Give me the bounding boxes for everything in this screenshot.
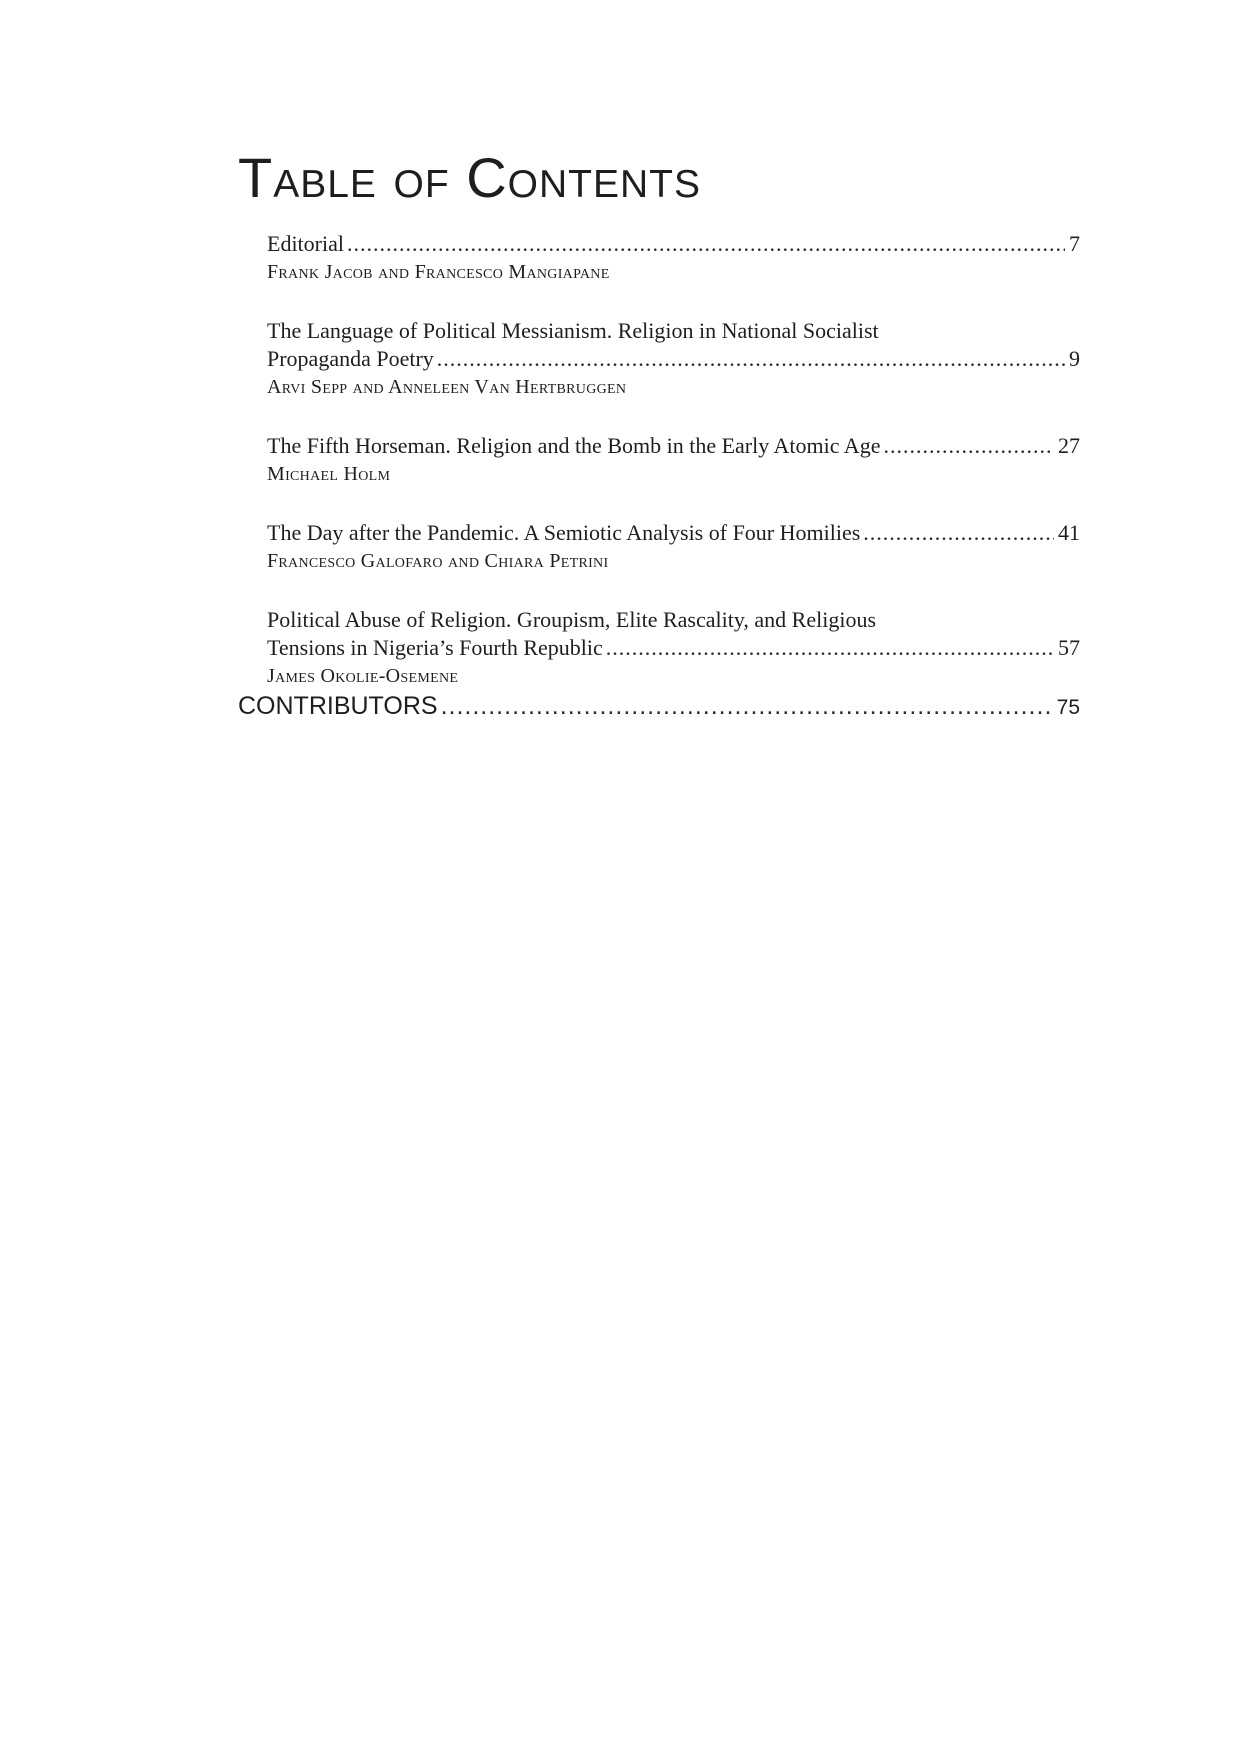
toc-entry-authors: Francesco Galofaro and Chiara Petrini (267, 550, 609, 572)
toc-entry-page-number: 9 (1069, 346, 1080, 371)
toc-entry-title-line[interactable] (267, 634, 1080, 662)
toc-entry-title: Editorial (267, 231, 344, 256)
toc-entry-title-line[interactable] (267, 230, 1080, 258)
toc-entry (267, 230, 1080, 286)
contributors-entry (238, 690, 1080, 722)
toc-entry-title-line[interactable] (267, 432, 1080, 460)
toc-entry-title-line[interactable] (267, 606, 1080, 634)
toc-entry-authors: James Okolie-Osemene (267, 665, 459, 687)
toc-entry-list (267, 230, 1080, 721)
toc-entry-page-number: 41 (1058, 520, 1080, 545)
contributors-label: CONTRIBUTORS (238, 692, 438, 720)
toc-entry-title: The Language of Political Messianism. Religion in National Socialist (267, 318, 879, 343)
toc-entry-page-number: 27 (1058, 433, 1080, 458)
toc-entry-title-continued: Propaganda Poetry (267, 346, 434, 371)
toc-entry-title: Political Abuse of Religion. Groupism, Elite Rascality, and Religious (267, 607, 877, 632)
toc-entry-title-line[interactable] (267, 345, 1080, 373)
toc-entry-title-line[interactable] (267, 519, 1080, 547)
toc-entry-page-number: 57 (1058, 635, 1080, 660)
contributors-page-number: 75 (1056, 696, 1080, 719)
toc-entry-authors: Arvi Sepp and Anneleen Van Hertbruggen (267, 376, 627, 398)
dot-leader (606, 634, 1054, 662)
dot-leader (347, 230, 1065, 258)
toc-entry-title-line[interactable] (267, 317, 1080, 345)
dot-leader (883, 432, 1054, 460)
toc-entry-title: The Day after the Pandemic. A Semiotic Analysis of Four Homilies (267, 520, 861, 545)
toc-entry (267, 432, 1080, 488)
dot-leader (863, 519, 1054, 547)
contributors-line[interactable] (238, 690, 1080, 722)
toc-entry-title: The Fifth Horseman. Religion and the Bomb in the Early Atomic Age (267, 433, 881, 458)
toc-entry (267, 519, 1080, 575)
toc-entry-page-number: 7 (1069, 231, 1080, 256)
toc-entry (267, 317, 1080, 401)
toc-entry-title-continued: Tensions in Nigeria’s Fourth Republic (267, 635, 603, 660)
page-title: Table of Contents (238, 146, 701, 209)
dot-leader (437, 345, 1065, 373)
toc-entry-authors: Michael Holm (267, 463, 391, 485)
toc-entry-authors: Frank Jacob and Francesco Mangiapane (267, 261, 610, 283)
dot-leader (441, 690, 1053, 722)
toc-entry (267, 606, 1080, 690)
